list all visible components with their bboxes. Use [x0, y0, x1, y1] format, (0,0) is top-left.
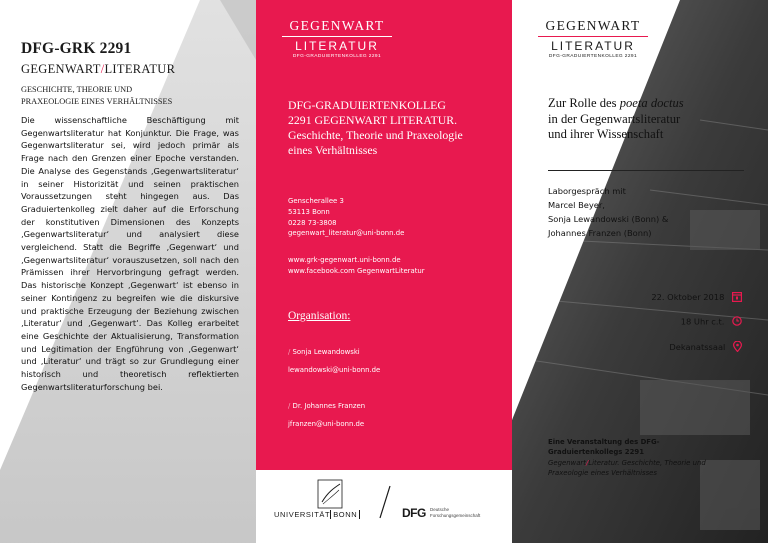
- talk-line: Marcel Beyer,: [548, 200, 605, 210]
- contact-email-link[interactable]: gegenwart_literatur@uni-bonn.de: [288, 229, 405, 238]
- title-prefix: Zur Rolle des: [548, 96, 620, 110]
- web-links: [288, 255, 498, 277]
- address-city: 53113 Bonn: [288, 207, 330, 216]
- address-street: Genscherallee 3: [288, 197, 344, 205]
- organiser-1: [288, 347, 360, 358]
- logo-subline: DFG-GRADUIERTENKOLLEG 2291: [292, 54, 382, 59]
- title-emphasis: poeta doctus: [619, 96, 684, 110]
- gegenwart-literatur-logo: [282, 18, 392, 59]
- logo-top-word: GEGENWART: [545, 18, 641, 33]
- logo-subline: DFG-GRADUIERTENKOLLEG 2291: [548, 54, 638, 59]
- event-title-line: in der Gegenwartsliteratur: [548, 111, 681, 126]
- partner-logos: [256, 470, 512, 543]
- organiser-1-email-link[interactable]: lewandowski@uni-bonn.de: [288, 366, 381, 374]
- slash-mark: /: [288, 348, 291, 356]
- calendar-icon: [732, 291, 742, 304]
- host-rest: Literatur. Geschichte, Theorie und: [588, 458, 706, 467]
- logo-middle-word: LITERATUR: [295, 39, 379, 53]
- university-bonn-logo: [274, 510, 360, 519]
- event-place-text: Dekanatssaal: [669, 342, 726, 352]
- organisation-heading: Organisation:: [288, 310, 351, 322]
- event-time: [681, 316, 742, 328]
- talk-line: Laborgespräch mit: [548, 186, 626, 196]
- logo-middle-word: LITERATUR: [551, 39, 635, 53]
- event-host-note: [548, 437, 753, 479]
- website-link[interactable]: www.grk-gegenwart.uni-bonn.de: [288, 256, 401, 264]
- logo-top-word: GEGENWART: [289, 18, 385, 33]
- organiser-2-email-link[interactable]: jfranzen@uni-bonn.de: [288, 420, 365, 428]
- event-date-text: 22. Oktober 2018: [651, 292, 725, 302]
- bonn-label: BONN: [330, 510, 360, 519]
- event-time-text: 18 Uhr c.t.: [680, 316, 725, 327]
- event-title: [548, 96, 748, 143]
- organiser-name: Sonja Lewandowski: [292, 348, 360, 356]
- event-place: [669, 341, 742, 354]
- location-pin-icon: [733, 341, 742, 354]
- talk-line: Johannes Franzen (Bonn): [548, 228, 652, 238]
- heading-line: eines Verhältnisses: [288, 143, 378, 157]
- divider-slash-icon: [378, 484, 392, 520]
- college-heading: [288, 98, 498, 158]
- host-program-line: [548, 458, 753, 468]
- program-description: Die wissenschaftliche Beschäftigung mit Gegenwartsliteratur hat Konjunktur. Die Frage, was Gegenwartsliteratur sei, wird jedoch primär als Frage nach den Grenzen einer Epoche verstanden. Die Analyse des Gegenstands ‚Gegenwartsliteratur‘ in seiner Historizität und seinen praktischen Voraussetzungen steht hingegen aus. Das Graduiertenkolleg zielt daher auf die Erforschung der konstitutiven Dimensionen des Konzepts ‚Gegenwartsliteratur‘ und analysiert diese vergleichend. Statt die Begriffe ‚Gegenwart‘ und ‚Gegenwartsliteratur‘ vorauszusetzen, soll nach den Prämissen ihrer Hervorbringung gefragt werden. Das historische Konzept ‚Gegenwart‘ ist ebenso in seiner Kontingenz zu begreifen wie die diskursive und praktische Erzeugung der Beziehung zwischen ‚Literatur‘ und ‚Gegenwart‘. Das Kolleg erarbeitet eine Geschichte der Aktualisierung, Transformation und Legitimation der Engführung von ‚Gegenwart‘ und ‚Literatur‘ und trägt so zur Grundlegung einer historisch und theoretisch reflektierten Gegenwartsliteraturforschung bei.: [21, 115, 239, 392]
- heading-line: DFG-GRADUIERTENKOLLEG: [288, 98, 446, 112]
- host-line: Praxeologie eines Verhältnisses: [548, 469, 658, 478]
- program-name-part1: GEGENWART: [21, 62, 101, 76]
- host-line: Graduiertenkollegs 2291: [548, 448, 644, 457]
- event-date: [651, 291, 742, 304]
- organiser-2: [288, 401, 365, 412]
- university-label: UNIVERSITÄT: [274, 510, 331, 519]
- university-seal-icon: [310, 478, 350, 510]
- program-name-slash: /: [100, 62, 105, 76]
- heading-line: Geschichte, Theorie und Praxeologie: [288, 128, 463, 142]
- host-gw: Gegenwart: [548, 458, 586, 467]
- contact-address: [288, 196, 498, 239]
- host-slash: /: [585, 458, 589, 467]
- program-kicker: [21, 84, 236, 108]
- slash-mark: /: [288, 402, 291, 410]
- logo-rule: [282, 36, 392, 37]
- host-line: Eine Veranstaltung des DFG-: [548, 438, 660, 446]
- organiser-name: Dr. Johannes Franzen: [292, 402, 366, 410]
- heading-line: 2291 GEGENWART LITERATUR.: [288, 113, 458, 127]
- phone-number: 0228 73-3808: [288, 218, 337, 227]
- facebook-link[interactable]: www.facebook.com GegenwartLiteratur: [288, 266, 425, 275]
- dfg-sub-line: Forschungsgemeinschaft: [430, 512, 481, 518]
- program-name: [21, 62, 175, 77]
- dfg-logo: DFG: [402, 506, 426, 520]
- clock-icon: [732, 316, 742, 328]
- gegenwart-literatur-logo-right: [538, 18, 648, 59]
- talk-participants: [548, 184, 758, 240]
- event-title-line: und ihrer Wissenschaft: [548, 127, 664, 141]
- program-name-part2: LITERATUR: [104, 62, 176, 76]
- program-code-title: DFG-GRK 2291: [21, 40, 132, 57]
- dfg-sub-line: Deutsche: [430, 507, 450, 512]
- event-title-line: [548, 96, 748, 112]
- kicker-line: PRAXEOLOGIE EINES VERHÄLTNISSES: [21, 97, 173, 106]
- title-divider: [548, 170, 744, 171]
- kicker-line: GESCHICHTE, THEORIE UND: [21, 85, 133, 94]
- logo-rule: [538, 36, 648, 37]
- dfg-subline: [430, 507, 480, 518]
- talk-line: Sonja Lewandowski (Bonn) &: [548, 214, 669, 224]
